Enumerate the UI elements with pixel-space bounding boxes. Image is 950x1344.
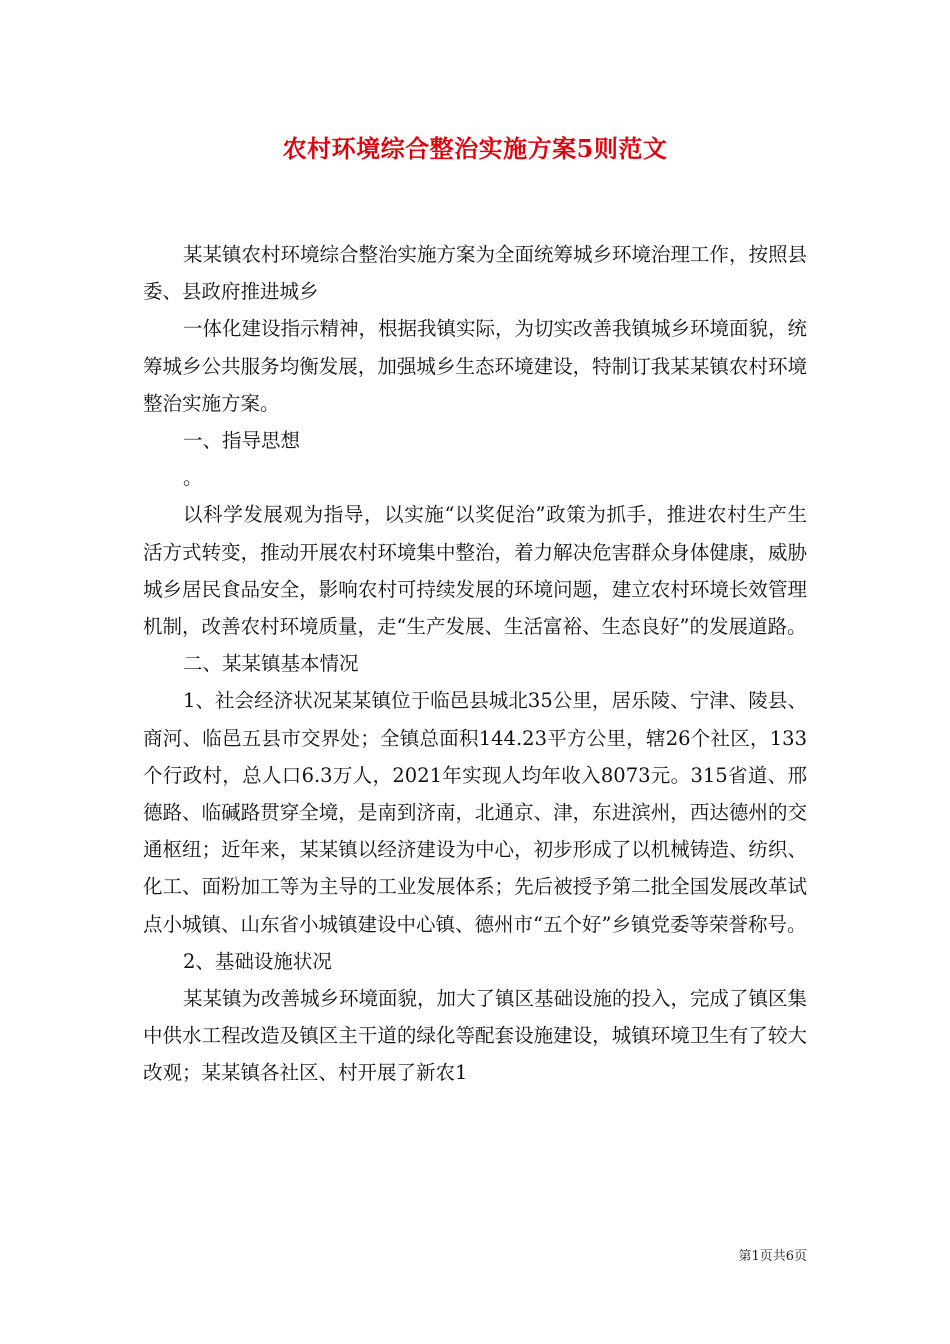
page-number-footer: 第1页共6页: [738, 1249, 807, 1264]
paragraph-infrastructure: 某某镇为改善城乡环境面貌，加大了镇区基础设施的投入，完成了镇区集中供水工程改造及镇区主干道的绿化等配套设施建设，城镇环境卫生有了较大改观；某某镇各社区、村开展了新农1: [143, 987, 807, 1085]
section-heading-basic-situation: 二、某某镇基本情况: [182, 652, 359, 676]
paragraph-intro: 某某镇农村环境综合整治实施方案为全面统筹城乡环境治理工作，按照县委、县政府推进城乡: [143, 243, 807, 304]
paragraph-guiding-ideology: 以科学发展观为指导，以实施“以奖促治”政策为抓手，推进农村生产生活方式转变，推动开展农村环境集中整治，着力解决危害群众身体健康，威胁城乡居民食品安全，影响农村可持续发展的环境问题，建立农村环境长效管理机制，改善农村环境质量，走“生产发展、生活富裕、生态良好”的发展道路。: [143, 503, 807, 639]
subheading-infrastructure: 2、基础设施状况: [182, 949, 332, 973]
document-body: [143, 236, 807, 1092]
section-heading-guiding-ideology: 一、指导思想: [182, 429, 300, 453]
paragraph-socioeconomic: 1、社会经济状况某某镇位于临邑县城北35公里，居乐陵、宁津、陵县、商河、临邑五县市交界处；全镇总面积144.23平方公里，辖26个社区，133个行政村，总人口6.3万人，2021年实现人均年收入8073元。315省道、邢德路、临碱路贯穿全境，是南到济南，北通京、津，东进滨州，西达德州的交通枢纽；近年来，某某镇以经济建设为中心，初步形成了以机械铸造、纺织、化工、面粉加工等为主导的工业发展体系；先后被授予第二批全国发展改革试点小城镇、山东省小城镇建设中心镇、德州市“五个好”乡镇党委等荣誉称号。: [143, 689, 807, 936]
document-title: 农村环境综合整治实施方案5则范文: [282, 134, 668, 163]
paragraph-period: 。: [182, 466, 203, 490]
paragraph-intro-continued: 一体化建设指示精神，根据我镇实际，为切实改善我镇城乡环境面貌，统筹城乡公共服务均衡发展，加强城乡生态环境建设，特制订我某某镇农村环境整治实施方案。: [143, 317, 807, 415]
